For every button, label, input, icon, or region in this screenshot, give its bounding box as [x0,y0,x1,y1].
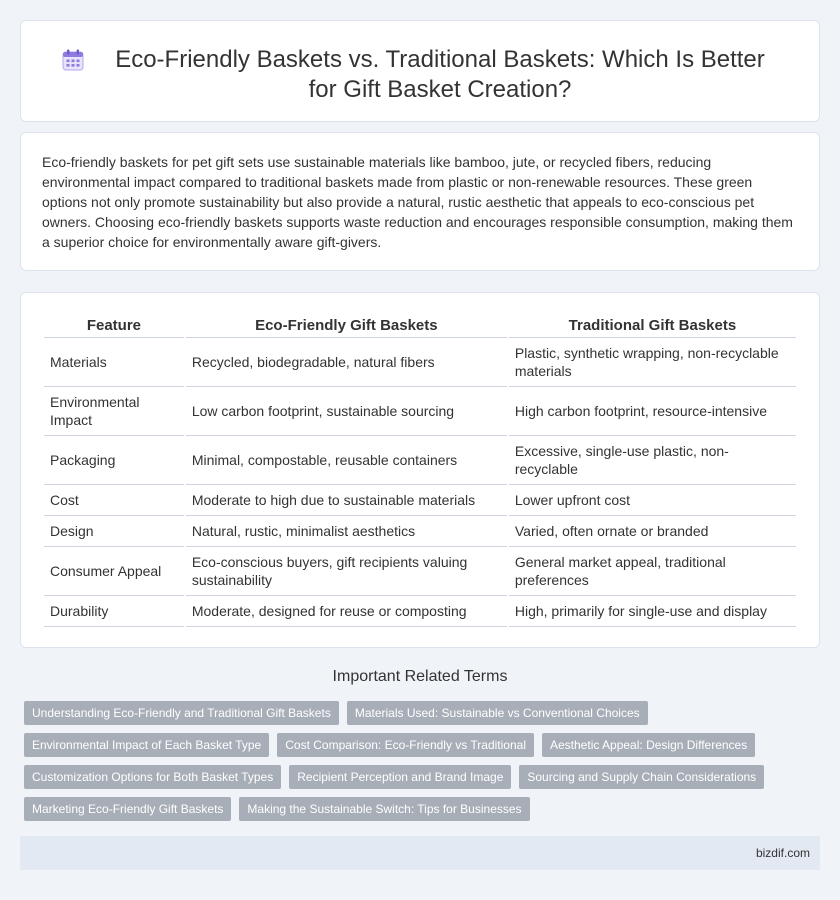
table-row [44,436,796,485]
table-row [44,596,796,627]
row-feature: Materials [44,338,184,387]
row-eco: Natural, rustic, minimalist aesthetics [186,516,507,547]
table-row [44,547,796,596]
row-traditional: Excessive, single-use plastic, non-recyclable [509,436,796,485]
related-tag[interactable]: Marketing Eco-Friendly Gift Baskets [24,797,231,821]
row-eco: Low carbon footprint, sustainable sourcing [186,387,507,436]
row-traditional: General market appeal, traditional preferences [509,547,796,596]
title-card [20,20,820,122]
intro-card [20,132,820,271]
page-title: Eco-Friendly Baskets vs. Traditional Baskets: Which Is Better for Gift Basket Creation? [115,46,765,103]
related-tag[interactable]: Aesthetic Appeal: Design Differences [542,733,755,757]
comparison-card [20,292,820,648]
row-eco: Recycled, biodegradable, natural fibers [186,338,507,387]
row-feature: Consumer Appeal [44,547,184,596]
table-row [44,387,796,436]
table-header-row [44,314,796,338]
row-traditional: Lower upfront cost [509,485,796,516]
related-tag[interactable]: Environmental Impact of Each Basket Type [24,733,269,757]
row-eco: Minimal, compostable, reusable containers [186,436,507,485]
related-tag[interactable]: Understanding Eco-Friendly and Traditional Gift Baskets [24,701,339,725]
comparison-table [42,314,798,627]
row-eco: Moderate, designed for reuse or composting [186,596,507,627]
row-feature: Design [44,516,184,547]
header-feature: Feature [44,314,184,338]
related-terms-tags [24,701,804,821]
row-traditional: Varied, often ornate or branded [509,516,796,547]
table-row [44,485,796,516]
row-eco: Moderate to high due to sustainable materials [186,485,507,516]
header-traditional: Traditional Gift Baskets [509,314,796,338]
related-tag[interactable]: Customization Options for Both Basket Types [24,765,281,789]
row-eco: Eco-conscious buyers, gift recipients valuing sustainability [186,547,507,596]
related-tag[interactable]: Materials Used: Sustainable vs Conventional Choices [347,701,648,725]
row-feature: Cost [44,485,184,516]
header-eco-friendly: Eco-Friendly Gift Baskets [186,314,507,338]
footer-site[interactable]: bizdif.com [755,846,810,860]
table-row [44,338,796,387]
row-feature: Environmental Impact [44,387,184,436]
related-tag[interactable]: Sourcing and Supply Chain Considerations [519,765,764,789]
row-traditional: Plastic, synthetic wrapping, non-recyclable materials [509,338,796,387]
row-traditional: High carbon footprint, resource-intensive [509,387,796,436]
footer [20,836,820,870]
related-tag[interactable]: Recipient Perception and Brand Image [289,765,511,789]
row-feature: Durability [44,596,184,627]
related-terms-title: Important Related Terms [332,668,508,685]
table-row [44,516,796,547]
row-traditional: High, primarily for single-use and display [509,596,796,627]
related-tag[interactable]: Cost Comparison: Eco-Friendly vs Traditional [277,733,534,757]
row-feature: Packaging [44,436,184,485]
intro-paragraph: Eco-friendly baskets for pet gift sets use sustainable materials like bamboo, jute, or recycled fibers, reducing environmental impact compared to traditional baskets made from plastic or non-renewable resources. These green options not only promote sustainability but also provide a natural, rustic aesthetic that appeals to eco-conscious pet owners. Choosing eco-friendly baskets supports waste reduction and encourages responsible consumption, making them a superior choice for environmentally aware gift-givers. [42,154,793,250]
related-tag[interactable]: Making the Sustainable Switch: Tips for Businesses [239,797,529,821]
